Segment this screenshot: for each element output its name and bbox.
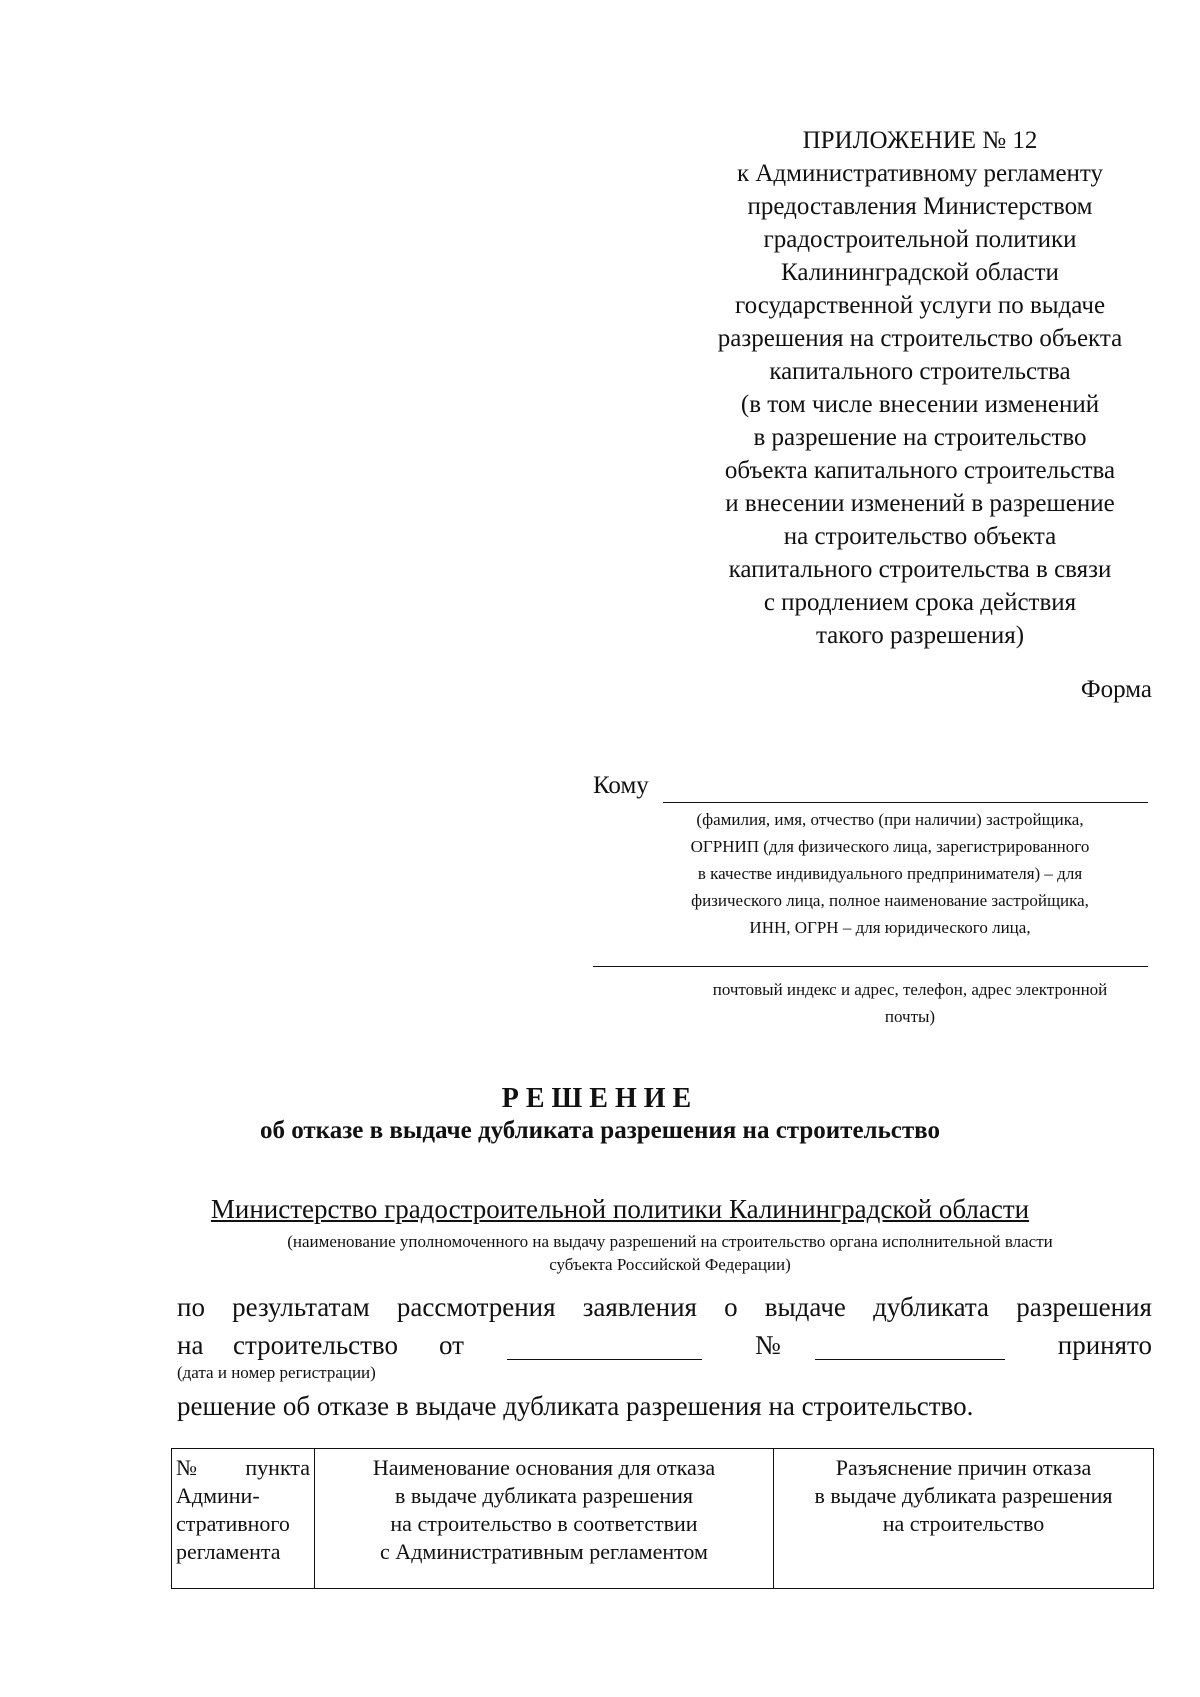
- body-word: результатам: [232, 1292, 370, 1322]
- address-blank-line[interactable]: [593, 966, 1148, 967]
- appendix-header: [660, 124, 1180, 652]
- addressee-caption-line: (фамилия, имя, отчество (при наличии) застройщика,: [696, 810, 1084, 829]
- appendix-line: такого разрешения): [815, 622, 1025, 649]
- appendix-line: разрешения на строительство объекта: [717, 325, 1123, 352]
- addressee-caption-line: физического лица, полное наименование застройщика,: [691, 891, 1089, 910]
- table-header-row: [172, 1449, 1154, 1589]
- appendix-line: (в том числе внесении изменений: [740, 391, 1100, 418]
- body-word: о: [724, 1292, 738, 1322]
- table-header-line: стративного: [176, 1511, 290, 1536]
- decision-subtitle: об отказе в выдаче дубликата разрешения на строительство: [259, 1117, 941, 1144]
- table-header-line: Наименование основания для отказа: [372, 1455, 716, 1480]
- body-word: дубликата: [873, 1292, 990, 1322]
- table-header-word: №: [176, 1455, 197, 1480]
- table-header-word: пункта: [245, 1455, 310, 1480]
- number-sign: №: [755, 1330, 781, 1360]
- addressee-caption: [620, 806, 1160, 941]
- addressee-row: [593, 772, 1148, 808]
- appendix-line: объекта капитального строительства: [724, 457, 1116, 484]
- table-header-line: на строительство в соответствии: [390, 1511, 698, 1536]
- body-word: по: [177, 1292, 205, 1322]
- table-header-line: Разъяснение причин отказа: [835, 1455, 1092, 1480]
- authority-caption-line: субъекта Российской Федерации): [549, 1255, 791, 1274]
- table-header-line: в выдаче дубликата разрешения: [814, 1483, 1113, 1508]
- appendix-line: ПРИЛОЖЕНИЕ № 12: [802, 127, 1038, 154]
- table-header-regulation-item: [172, 1449, 315, 1589]
- registration-caption: (дата и номер регистрации): [177, 1363, 376, 1382]
- address-caption: [660, 976, 1160, 1030]
- authority-caption-line: (наименование уполномоченного на выдачу разрешений на строительство органа исполнительной власти: [287, 1232, 1053, 1251]
- registration-number-blank-line[interactable]: [815, 1359, 1005, 1360]
- appendix-line: и внесении изменений в разрешение: [725, 490, 1115, 517]
- address-caption-line: почты): [884, 1007, 936, 1026]
- body-line-2: [177, 1330, 1152, 1366]
- appendix-line: градостроительной политики: [763, 226, 1077, 253]
- form-label: Форма: [1080, 676, 1152, 703]
- table-header-refusal-explanation: [774, 1449, 1154, 1589]
- body-word: разрешения: [1016, 1292, 1152, 1322]
- body-word: заявления: [582, 1292, 697, 1322]
- body-word: рассмотрения: [396, 1292, 556, 1322]
- date-blank-line[interactable]: [507, 1359, 702, 1360]
- appendix-line: на строительство объекта: [783, 523, 1057, 550]
- body-line-1: [177, 1292, 1152, 1323]
- appendix-line: капитального строительства: [769, 358, 1071, 385]
- appendix-line: с продлением срока действия: [763, 589, 1077, 616]
- table-header-line: [176, 1454, 310, 1482]
- addressee-label: Кому: [593, 772, 649, 799]
- appendix-line: к Административному регламенту: [736, 160, 1104, 187]
- authority-caption: [170, 1230, 1170, 1276]
- addressee-caption-line: в качестве индивидуального предпринимателя) – для: [697, 864, 1083, 883]
- decision-title: РЕШЕНИЕ: [501, 1083, 699, 1114]
- body-word: строительство: [233, 1330, 398, 1360]
- refusal-reasons-table: [171, 1448, 1154, 1589]
- table-header-line: Админи-: [176, 1483, 260, 1508]
- body-word-accepted: принято: [1057, 1330, 1152, 1360]
- table-header-line: регламента: [176, 1539, 281, 1564]
- appendix-line: в разрешение на строительство: [753, 424, 1087, 451]
- authority-name: Министерство градостроительной политики Калининградской области: [210, 1194, 1030, 1224]
- body-line-3: решение об отказе в выдаче дубликата разрешения на строительство.: [177, 1391, 974, 1421]
- addressee-caption-line: ИНН, ОГРН – для юридического лица,: [749, 918, 1031, 937]
- appendix-line: предоставления Министерством: [747, 193, 1093, 220]
- table-header-line: на строительство: [882, 1511, 1045, 1536]
- addressee-caption-line: ОГРНИП (для физического лица, зарегистрированного: [690, 837, 1090, 856]
- table-header-line: в выдаче дубликата разрешения: [394, 1483, 694, 1508]
- decision-title-wrap: [0, 1083, 1200, 1115]
- appendix-line: капитального строительства в связи: [728, 556, 1112, 583]
- appendix-line: Калининградской области: [781, 259, 1059, 286]
- body-word: выдаче: [764, 1292, 846, 1322]
- appendix-line: государственной услуги по выдаче: [734, 292, 1106, 319]
- body-word-from: от: [439, 1330, 464, 1360]
- addressee-blank-line[interactable]: [663, 802, 1148, 803]
- body-word: на: [177, 1330, 204, 1360]
- table-header-refusal-ground: [315, 1449, 774, 1589]
- table-header-line: с Административным регламентом: [380, 1539, 708, 1564]
- address-caption-line: почтовый индекс и адрес, телефон, адрес электронной: [712, 980, 1108, 999]
